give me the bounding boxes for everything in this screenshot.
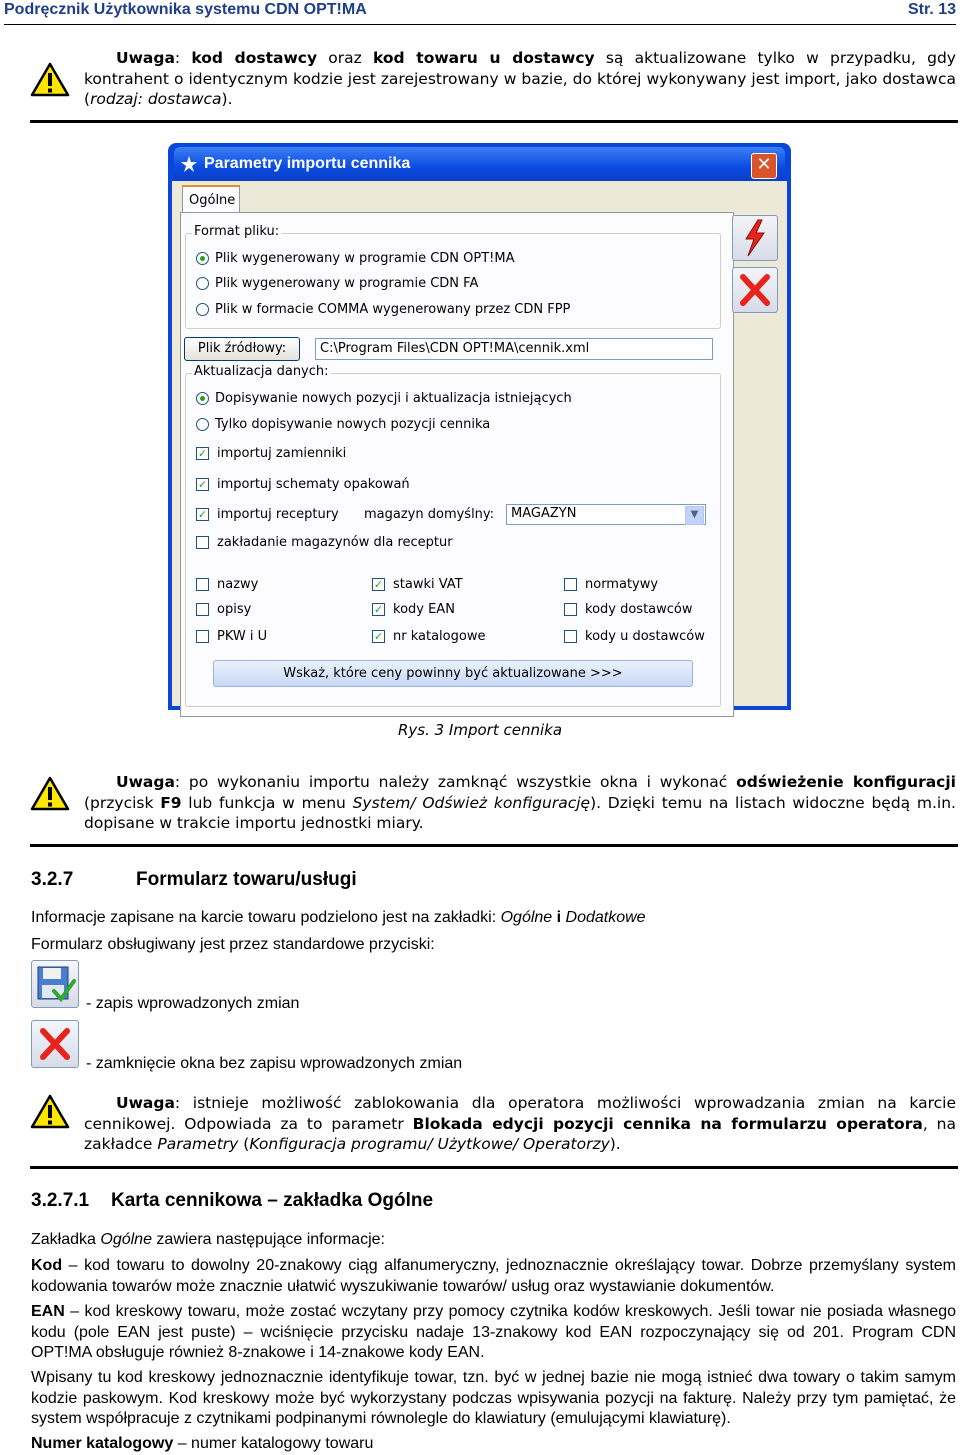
subsection-title: Karta cennikowa – zakładka Ogólne	[111, 1190, 434, 1211]
check-norms[interactable]: normatywy	[564, 577, 658, 592]
source-path-input[interactable]: C:\Program Files\CDN OPT!MA\cennik.xml	[315, 338, 713, 360]
import-params-dialog	[168, 143, 791, 710]
warning-note-1	[30, 42, 958, 123]
note-1-text: Uwaga: kod dostawcy oraz kod towaru u dostawcy są aktualizowane tylko w przypadku, gdy kontrahent o identycznym kodzie jest zarejestrowany w bazie, do której wykonywany jest import, jako dostawca (rodzaj: dostawca).	[84, 49, 956, 108]
cross-icon	[733, 268, 777, 312]
source-file-button[interactable]: Plik źródłowy:	[184, 337, 300, 361]
dialog-client	[172, 181, 787, 706]
floppy-check-icon	[32, 961, 78, 1007]
note-3-text: Uwaga: istnieje możliwość zablokowania dla operatora możliwości wprowadzania zmian na karcie cennikowej. Odpowiada za to parametr Blokada edycji pozycji cennika na formularzu operatora, na zakładce Parametry (Konfiguracja programu/ Użytkowe/ Operatorzy).	[84, 1094, 956, 1153]
checkbox-checked-icon: ✓	[197, 478, 208, 491]
subsection-number: 3.2.7.1	[31, 1190, 90, 1211]
check-packaging[interactable]: ✓ importuj schematy opakowań	[197, 477, 410, 492]
radio-icon	[196, 277, 209, 290]
checkbox-icon	[196, 536, 209, 549]
cancel-button[interactable]	[732, 267, 778, 313]
radio-icon	[196, 303, 209, 316]
check-codes-at-supplier[interactable]: kody u dostawców	[564, 629, 705, 644]
save-button-desc: - zapis wprowadzonych zmian	[86, 995, 300, 1012]
check-descriptions[interactable]: opisy	[196, 602, 251, 617]
update-group-label: Aktualizacja danych:	[194, 364, 329, 379]
warehouse-label: magazyn domyślny:	[364, 507, 495, 522]
check-names[interactable]: nazwy	[196, 577, 258, 592]
tab-general[interactable]: Ogólne	[182, 185, 240, 213]
paragraph-buttons: Formularz obsługiwany jest przez standardowe przyciski:	[31, 936, 435, 953]
update-option-add-only[interactable]: Tylko dopisywanie nowych pozycji cennika	[196, 417, 490, 432]
chevron-down-icon[interactable]: ▼	[685, 506, 704, 525]
checkbox-icon	[564, 630, 577, 643]
checkbox-icon	[564, 603, 577, 616]
warehouse-select[interactable]: MAGAZYN ▼	[506, 504, 706, 525]
check-create-warehouses[interactable]: zakładanie magazynów dla receptur	[196, 535, 453, 550]
cross-icon	[32, 1021, 78, 1067]
check-supplier-codes[interactable]: kody dostawców	[564, 602, 693, 617]
checkbox-icon	[196, 603, 209, 616]
checkbox-checked-icon: ✓	[197, 508, 208, 521]
format-group-label: Format pliku:	[194, 224, 280, 239]
paragraph-tabs: Informacje zapisane na karcie towaru podzielono jest na zakładki: Ogólne i Dodatkowe	[31, 909, 646, 926]
paragraph-code: Kod – kod towaru to dowolny 20-znakowy ciąg alfanumeryczny, jednoznacznie określający towar. Dobrze przemyślany system kodowania towarów może znacznie ułatwić wyszukiwanie towarów/ usług oraz wystawianie dokumentów.	[31, 1257, 956, 1295]
format-option-comma[interactable]: Plik w formacie COMMA wygenerowany przez CDN FPP	[196, 302, 570, 317]
radio-icon	[196, 418, 209, 431]
dialog-titlebar	[174, 147, 785, 181]
check-catalog-numbers[interactable]: ✓ nr katalogowe	[373, 629, 486, 644]
paragraph-general-tab: Zakładka Ogólne zawiera następujące informacje:	[31, 1231, 385, 1248]
checkbox-icon	[196, 578, 209, 591]
update-group	[185, 364, 721, 707]
checkbox-checked-icon: ✓	[197, 447, 208, 460]
figure-caption: Rys. 3 Import cennika	[397, 721, 563, 739]
header-title: Podręcznik Użytkownika systemu CDN OPT!MA	[4, 1, 367, 18]
general-panel	[180, 212, 734, 717]
checkbox-checked-icon: ✓	[373, 603, 384, 616]
checkbox-icon	[564, 578, 577, 591]
format-option-fa[interactable]: Plik wygenerowany w programie CDN FA	[196, 276, 478, 291]
close-button-desc: - zamknięcie okna bez zapisu wprowadzonych zmian	[86, 1055, 463, 1072]
checkbox-checked-icon: ✓	[373, 578, 384, 591]
warning-icon	[30, 1094, 70, 1130]
close-icon[interactable]: ✕	[751, 153, 777, 179]
warning-icon	[30, 62, 70, 98]
check-ean-codes[interactable]: ✓ kody EAN	[373, 602, 455, 617]
check-substitutes[interactable]: ✓ importuj zamienniki	[197, 446, 347, 461]
warning-icon	[30, 776, 70, 812]
page-header	[4, 0, 956, 25]
paragraph-ean: EAN – kod kreskowy towaru, może zostać wczytany przy pomocy czytnika kodów kreskowych. Jeśli towar nie posiada własnego kodu (pole EAN jest puste) – wciśnięcie przycisku nadaje 13-znakowy kod EAN rozpoczynający się od 201. Program CDN OPT!MA obsługuje również 8-znakowe i 14-znakowe kody EAN.	[31, 1303, 956, 1361]
prices-selection-button[interactable]: Wskaż, które ceny powinny być aktualizowane >>>	[213, 660, 693, 687]
update-option-add-update[interactable]: Dopisywanie nowych pozycji i aktualizacja istniejących	[196, 391, 572, 406]
checkbox-checked-icon: ✓	[373, 630, 384, 643]
check-pkwiu[interactable]: PKW i U	[196, 629, 267, 644]
format-option-optima[interactable]: Plik wygenerowany w programie CDN OPT!MA	[196, 251, 515, 266]
lightning-icon	[733, 216, 777, 260]
app-icon	[180, 155, 198, 173]
check-vat-rates[interactable]: ✓ stawki VAT	[373, 577, 463, 592]
checkbox-icon	[196, 630, 209, 643]
paragraph-barcode: Wpisany tu kod kreskowy jednoznacznie identyfikuje towar, tzn. być w jednej bazie nie mogą istnieć dwa towary o takim samym kodzie paskowym. Kod kreskowy może być wykorzystany podczas wpisywania pozycji na fakturę. Należy przy tym pamiętać, że system współpracuje z czytnikami podpinanymi równolegle do klawiatury (emulującymi klawiaturę).	[31, 1369, 956, 1427]
page-number: Str. 13	[907, 1, 956, 18]
note-2-text: Uwaga: po wykonaniu importu należy zamknąć wszystkie okna i wykonać odświeżenie konfiguracji (przycisk F9 lub funkcja w menu System/ Odśwież konfigurację). Dzięki temu na listach widoczne będą m.in. dopisane w trakcie importu jednostki miary.	[84, 773, 956, 832]
warning-note-3	[30, 1082, 958, 1169]
save-button[interactable]	[31, 960, 79, 1008]
paragraph-catalog-number: Numer katalogowy – numer katalogowy towaru	[31, 1435, 374, 1452]
check-recipes[interactable]: ✓ importuj receptury	[197, 507, 339, 522]
close-button[interactable]	[31, 1020, 79, 1068]
warning-note-2	[30, 762, 958, 847]
format-group	[185, 224, 721, 329]
section-title: Formularz towaru/usługi	[136, 869, 357, 890]
dialog-title: Parametry importu cennika	[204, 155, 411, 172]
section-number: 3.2.7	[31, 869, 74, 890]
radio-icon	[196, 252, 209, 265]
radio-icon	[196, 392, 209, 405]
run-import-button[interactable]	[732, 215, 778, 261]
